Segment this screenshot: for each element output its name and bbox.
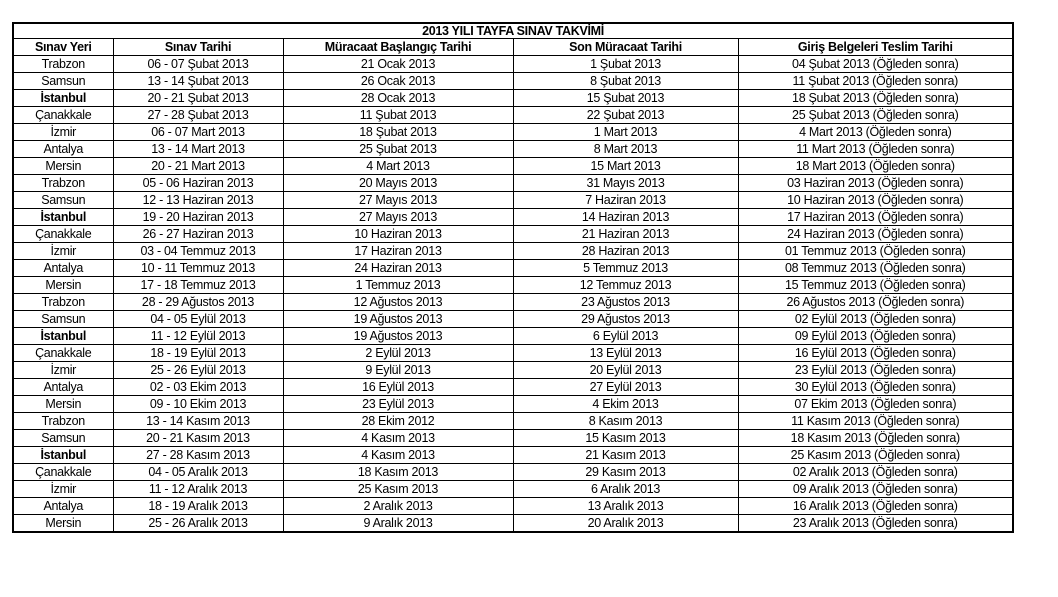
cell-application-deadline: 15 Şubat 2013 — [513, 90, 738, 107]
cell-application-deadline: 20 Eylül 2013 — [513, 362, 738, 379]
cell-entry-document-delivery: 18 Şubat 2013 (Öğleden sonra) — [738, 90, 1013, 107]
cell-exam-location: Mersin — [13, 515, 113, 533]
cell-application-start: 4 Kasım 2013 — [283, 430, 513, 447]
cell-application-deadline: 29 Kasım 2013 — [513, 464, 738, 481]
table-row — [13, 124, 1013, 141]
cell-exam-date: 04 - 05 Aralık 2013 — [113, 464, 283, 481]
cell-exam-location: Trabzon — [13, 56, 113, 73]
table-row — [13, 158, 1013, 175]
cell-exam-location: Çanakkale — [13, 464, 113, 481]
cell-application-start: 28 Ekim 2012 — [283, 413, 513, 430]
cell-application-deadline: 1 Şubat 2013 — [513, 56, 738, 73]
cell-exam-date: 11 - 12 Eylül 2013 — [113, 328, 283, 345]
cell-entry-document-delivery: 02 Eylül 2013 (Öğleden sonra) — [738, 311, 1013, 328]
cell-application-deadline: 20 Aralık 2013 — [513, 515, 738, 533]
cell-exam-date: 27 - 28 Kasım 2013 — [113, 447, 283, 464]
cell-application-start: 9 Aralık 2013 — [283, 515, 513, 533]
cell-application-start: 4 Kasım 2013 — [283, 447, 513, 464]
cell-entry-document-delivery: 17 Haziran 2013 (Öğleden sonra) — [738, 209, 1013, 226]
cell-exam-location: Samsun — [13, 192, 113, 209]
table-row — [13, 209, 1013, 226]
cell-application-deadline: 1 Mart 2013 — [513, 124, 738, 141]
cell-entry-document-delivery: 4 Mart 2013 (Öğleden sonra) — [738, 124, 1013, 141]
cell-exam-location: Antalya — [13, 141, 113, 158]
cell-application-start: 4 Mart 2013 — [283, 158, 513, 175]
cell-exam-date: 13 - 14 Kasım 2013 — [113, 413, 283, 430]
cell-application-deadline: 5 Temmuz 2013 — [513, 260, 738, 277]
cell-application-deadline: 31 Mayıs 2013 — [513, 175, 738, 192]
header-exam-date: Sınav Tarihi — [113, 39, 283, 56]
table-row — [13, 362, 1013, 379]
cell-application-deadline: 8 Mart 2013 — [513, 141, 738, 158]
cell-entry-document-delivery: 02 Aralık 2013 (Öğleden sonra) — [738, 464, 1013, 481]
cell-exam-date: 04 - 05 Eylül 2013 — [113, 311, 283, 328]
cell-application-start: 11 Şubat 2013 — [283, 107, 513, 124]
cell-exam-location: Samsun — [13, 73, 113, 90]
cell-application-deadline: 8 Şubat 2013 — [513, 73, 738, 90]
cell-exam-date: 06 - 07 Şubat 2013 — [113, 56, 283, 73]
cell-exam-location: Mersin — [13, 158, 113, 175]
header-exam-location: Sınav Yeri — [13, 39, 113, 56]
table-row — [13, 90, 1013, 107]
table-row — [13, 311, 1013, 328]
cell-application-deadline: 6 Eylül 2013 — [513, 328, 738, 345]
cell-application-deadline: 12 Temmuz 2013 — [513, 277, 738, 294]
cell-application-deadline: 13 Eylül 2013 — [513, 345, 738, 362]
cell-application-start: 19 Ağustos 2013 — [283, 311, 513, 328]
cell-application-deadline: 23 Ağustos 2013 — [513, 294, 738, 311]
cell-exam-date: 20 - 21 Mart 2013 — [113, 158, 283, 175]
cell-exam-date: 13 - 14 Mart 2013 — [113, 141, 283, 158]
cell-entry-document-delivery: 11 Kasım 2013 (Öğleden sonra) — [738, 413, 1013, 430]
cell-application-deadline: 7 Haziran 2013 — [513, 192, 738, 209]
cell-application-start: 12 Ağustos 2013 — [283, 294, 513, 311]
table-row — [13, 277, 1013, 294]
cell-exam-location: Trabzon — [13, 175, 113, 192]
cell-exam-date: 25 - 26 Eylül 2013 — [113, 362, 283, 379]
cell-application-start: 23 Eylül 2013 — [283, 396, 513, 413]
cell-application-start: 2 Eylül 2013 — [283, 345, 513, 362]
cell-exam-date: 13 - 14 Şubat 2013 — [113, 73, 283, 90]
cell-exam-location: Mersin — [13, 277, 113, 294]
table-row — [13, 107, 1013, 124]
cell-exam-date: 20 - 21 Şubat 2013 — [113, 90, 283, 107]
cell-entry-document-delivery: 25 Kasım 2013 (Öğleden sonra) — [738, 447, 1013, 464]
cell-entry-document-delivery: 26 Ağustos 2013 (Öğleden sonra) — [738, 294, 1013, 311]
table-row — [13, 396, 1013, 413]
cell-entry-document-delivery: 18 Kasım 2013 (Öğleden sonra) — [738, 430, 1013, 447]
cell-exam-date: 02 - 03 Ekim 2013 — [113, 379, 283, 396]
cell-entry-document-delivery: 18 Mart 2013 (Öğleden sonra) — [738, 158, 1013, 175]
cell-application-start: 28 Ocak 2013 — [283, 90, 513, 107]
cell-application-start: 19 Ağustos 2013 — [283, 328, 513, 345]
cell-entry-document-delivery: 24 Haziran 2013 (Öğleden sonra) — [738, 226, 1013, 243]
cell-exam-date: 18 - 19 Aralık 2013 — [113, 498, 283, 515]
cell-entry-document-delivery: 08 Temmuz 2013 (Öğleden sonra) — [738, 260, 1013, 277]
cell-exam-location: Çanakkale — [13, 107, 113, 124]
cell-entry-document-delivery: 23 Eylül 2013 (Öğleden sonra) — [738, 362, 1013, 379]
cell-application-start: 18 Şubat 2013 — [283, 124, 513, 141]
header-application-deadline: Son Müracaat Tarihi — [513, 39, 738, 56]
table-row — [13, 192, 1013, 209]
table-row — [13, 141, 1013, 158]
exam-schedule-sheet — [12, 22, 1012, 533]
table-row — [13, 73, 1013, 90]
cell-application-start: 9 Eylül 2013 — [283, 362, 513, 379]
cell-application-start: 16 Eylül 2013 — [283, 379, 513, 396]
table-row — [13, 345, 1013, 362]
table-row — [13, 260, 1013, 277]
cell-application-deadline: 21 Haziran 2013 — [513, 226, 738, 243]
cell-entry-document-delivery: 23 Aralık 2013 (Öğleden sonra) — [738, 515, 1013, 533]
cell-exam-location: İstanbul — [13, 447, 113, 464]
cell-exam-location: Trabzon — [13, 413, 113, 430]
table-row — [13, 328, 1013, 345]
cell-exam-location: İzmir — [13, 481, 113, 498]
header-application-start: Müracaat Başlangıç Tarihi — [283, 39, 513, 56]
cell-application-deadline: 29 Ağustos 2013 — [513, 311, 738, 328]
cell-exam-location: İstanbul — [13, 209, 113, 226]
table-title: 2013 YILI TAYFA SINAV TAKVİMİ — [13, 23, 1013, 39]
title-row — [13, 23, 1013, 39]
cell-exam-location: İstanbul — [13, 328, 113, 345]
cell-entry-document-delivery: 25 Şubat 2013 (Öğleden sonra) — [738, 107, 1013, 124]
cell-exam-date: 11 - 12 Aralık 2013 — [113, 481, 283, 498]
cell-exam-date: 12 - 13 Haziran 2013 — [113, 192, 283, 209]
table-row — [13, 498, 1013, 515]
cell-application-start: 21 Ocak 2013 — [283, 56, 513, 73]
cell-application-start: 26 Ocak 2013 — [283, 73, 513, 90]
cell-entry-document-delivery: 11 Şubat 2013 (Öğleden sonra) — [738, 73, 1013, 90]
cell-exam-date: 03 - 04 Temmuz 2013 — [113, 243, 283, 260]
table-row — [13, 294, 1013, 311]
cell-exam-date: 20 - 21 Kasım 2013 — [113, 430, 283, 447]
cell-exam-location: Mersin — [13, 396, 113, 413]
cell-exam-location: Antalya — [13, 379, 113, 396]
cell-exam-date: 10 - 11 Temmuz 2013 — [113, 260, 283, 277]
cell-application-deadline: 8 Kasım 2013 — [513, 413, 738, 430]
cell-exam-date: 09 - 10 Ekim 2013 — [113, 396, 283, 413]
cell-exam-date: 19 - 20 Haziran 2013 — [113, 209, 283, 226]
table-row — [13, 243, 1013, 260]
cell-application-start: 2 Aralık 2013 — [283, 498, 513, 515]
cell-exam-date: 28 - 29 Ağustos 2013 — [113, 294, 283, 311]
cell-application-start: 24 Haziran 2013 — [283, 260, 513, 277]
cell-exam-location: Samsun — [13, 430, 113, 447]
cell-exam-location: İzmir — [13, 362, 113, 379]
cell-application-start: 27 Mayıs 2013 — [283, 192, 513, 209]
cell-entry-document-delivery: 01 Temmuz 2013 (Öğleden sonra) — [738, 243, 1013, 260]
cell-entry-document-delivery: 04 Şubat 2013 (Öğleden sonra) — [738, 56, 1013, 73]
cell-entry-document-delivery: 09 Aralık 2013 (Öğleden sonra) — [738, 481, 1013, 498]
table-row — [13, 464, 1013, 481]
cell-application-deadline: 14 Haziran 2013 — [513, 209, 738, 226]
table-row — [13, 430, 1013, 447]
cell-exam-date: 25 - 26 Aralık 2013 — [113, 515, 283, 533]
cell-exam-date: 05 - 06 Haziran 2013 — [113, 175, 283, 192]
cell-application-start: 20 Mayıs 2013 — [283, 175, 513, 192]
cell-exam-location: Antalya — [13, 498, 113, 515]
cell-application-deadline: 22 Şubat 2013 — [513, 107, 738, 124]
cell-application-start: 18 Kasım 2013 — [283, 464, 513, 481]
cell-entry-document-delivery: 15 Temmuz 2013 (Öğleden sonra) — [738, 277, 1013, 294]
table-row — [13, 447, 1013, 464]
cell-exam-location: İzmir — [13, 243, 113, 260]
cell-application-start: 1 Temmuz 2013 — [283, 277, 513, 294]
cell-exam-date: 06 - 07 Mart 2013 — [113, 124, 283, 141]
cell-application-deadline: 21 Kasım 2013 — [513, 447, 738, 464]
header-row — [13, 39, 1013, 56]
cell-exam-date: 17 - 18 Temmuz 2013 — [113, 277, 283, 294]
cell-exam-location: Antalya — [13, 260, 113, 277]
table-row — [13, 413, 1013, 430]
table-row — [13, 481, 1013, 498]
cell-application-deadline: 27 Eylül 2013 — [513, 379, 738, 396]
cell-exam-location: Trabzon — [13, 294, 113, 311]
cell-exam-location: İzmir — [13, 124, 113, 141]
cell-application-deadline: 15 Mart 2013 — [513, 158, 738, 175]
table-row — [13, 379, 1013, 396]
cell-entry-document-delivery: 16 Aralık 2013 (Öğleden sonra) — [738, 498, 1013, 515]
cell-application-deadline: 6 Aralık 2013 — [513, 481, 738, 498]
cell-exam-location: Samsun — [13, 311, 113, 328]
header-entry-document-delivery: Giriş Belgeleri Teslim Tarihi — [738, 39, 1013, 56]
table-row — [13, 515, 1013, 533]
cell-application-start: 10 Haziran 2013 — [283, 226, 513, 243]
cell-entry-document-delivery: 09 Eylül 2013 (Öğleden sonra) — [738, 328, 1013, 345]
cell-application-deadline: 13 Aralık 2013 — [513, 498, 738, 515]
cell-entry-document-delivery: 11 Mart 2013 (Öğleden sonra) — [738, 141, 1013, 158]
cell-exam-date: 27 - 28 Şubat 2013 — [113, 107, 283, 124]
cell-entry-document-delivery: 30 Eylül 2013 (Öğleden sonra) — [738, 379, 1013, 396]
table-row — [13, 56, 1013, 73]
cell-application-deadline: 28 Haziran 2013 — [513, 243, 738, 260]
cell-application-start: 27 Mayıs 2013 — [283, 209, 513, 226]
cell-application-start: 25 Kasım 2013 — [283, 481, 513, 498]
cell-application-start: 17 Haziran 2013 — [283, 243, 513, 260]
cell-exam-location: Çanakkale — [13, 345, 113, 362]
cell-exam-location: Çanakkale — [13, 226, 113, 243]
cell-exam-location: İstanbul — [13, 90, 113, 107]
exam-schedule-table — [12, 22, 1014, 533]
table-row — [13, 175, 1013, 192]
cell-exam-date: 18 - 19 Eylül 2013 — [113, 345, 283, 362]
cell-entry-document-delivery: 10 Haziran 2013 (Öğleden sonra) — [738, 192, 1013, 209]
cell-exam-date: 26 - 27 Haziran 2013 — [113, 226, 283, 243]
table-row — [13, 226, 1013, 243]
cell-application-deadline: 4 Ekim 2013 — [513, 396, 738, 413]
cell-application-start: 25 Şubat 2013 — [283, 141, 513, 158]
schedule-body — [13, 56, 1013, 533]
cell-entry-document-delivery: 16 Eylül 2013 (Öğleden sonra) — [738, 345, 1013, 362]
cell-application-deadline: 15 Kasım 2013 — [513, 430, 738, 447]
cell-entry-document-delivery: 07 Ekim 2013 (Öğleden sonra) — [738, 396, 1013, 413]
cell-entry-document-delivery: 03 Haziran 2013 (Öğleden sonra) — [738, 175, 1013, 192]
